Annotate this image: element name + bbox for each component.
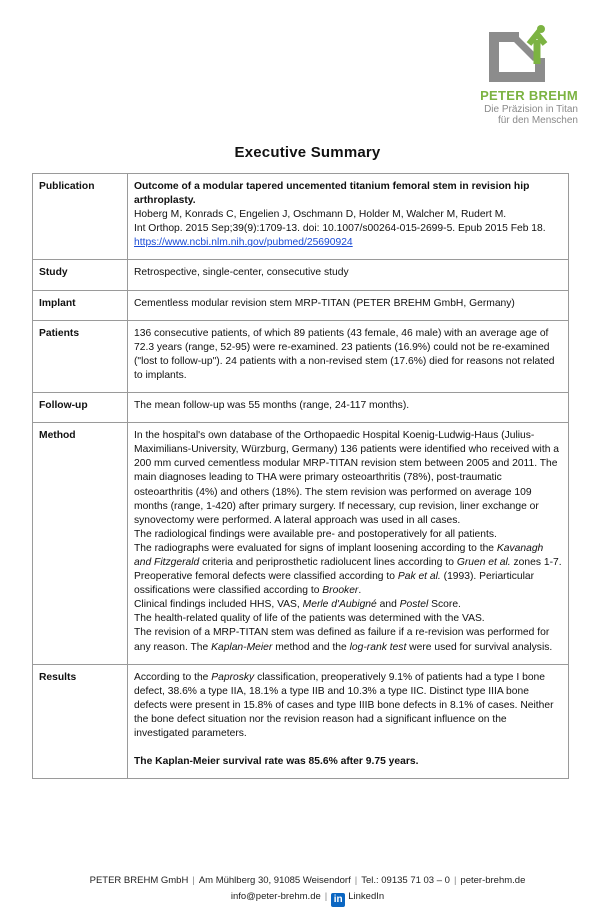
publication-link[interactable]: https://www.ncbi.nlm.nih.gov/pubmed/25690924 — [134, 237, 353, 249]
brehm-logo-icon — [485, 24, 561, 84]
row-label-patients: Patients — [33, 320, 128, 392]
study-text: Retrospective, single-center, consecutive study — [128, 260, 569, 290]
results-paragraph-1: According to the Paprosky classification, preoperatively 9.1% of patients had a type I bone defect, 38.6% a type IIA, 18.1% a type IIB and 10.3% a type IIC. Distinct type IIIA bone defects were present in 15.8% of cases and type IIIB bone defects in 8.1% of cases. Neither the bone defect situation nor the revision reason had a significant influence on the investigated parameters. — [134, 671, 554, 739]
linkedin-icon[interactable]: in — [331, 893, 345, 907]
table-row-publication — [33, 174, 569, 260]
footer-company: PETER BREHM GmbH — [89, 875, 189, 886]
method-paragraph-4: Clinical findings included HHS, VAS, Merle d'Aubigné and Postel Score. — [134, 599, 461, 611]
patients-text: 136 consecutive patients, of which 89 patients (43 female, 46 male) with an average age of 72.3 years (range, 52-95) were re-examined. 23 patients (16.9%) could not be re-examined ("lost to follow-up"). 24 patients with a non-revised stem (17.6%) died for reasons not related to implants. — [128, 320, 569, 392]
row-label-followup: Follow-up — [33, 393, 128, 423]
method-paragraph-5: The health-related quality of life of the patients was determined with the VAS. — [134, 613, 485, 625]
method-paragraph-3: The radiographs were evaluated for signs of implant loosening according to the Kavanagh and Fitzgerald criteria and periprosthetic radiolucent lines according to Gruen et al. zones 1-7. Preoperative femoral defects were classified according to Pak et al. (1993). Periarticular ossifications were classified according to Brooker. — [134, 542, 562, 597]
row-label-method: Method — [33, 423, 128, 665]
footer-line-1: PETER BREHM GmbH | Am Mühlberg 30, 91085 Weisendorf | Tel.: 09135 71 03 – 0 | peter-brehm.de — [89, 875, 526, 886]
row-label-publication: Publication — [33, 174, 128, 260]
followup-text: The mean follow-up was 55 months (range, 24-117 months). — [128, 393, 569, 423]
implant-text: Cementless modular revision stem MRP-TITAN (PETER BREHM GmbH, Germany) — [128, 290, 569, 320]
results-cell — [128, 664, 569, 779]
row-label-study: Study — [33, 260, 128, 290]
row-label-implant: Implant — [33, 290, 128, 320]
method-paragraph-1: In the hospital's own database of the Orthopaedic Hospital Koenig-Ludwig-Haus (Julius-Maximilians-University, Würzburg, Germany) 136 patients were identified who received with a 200 mm curved cementless modular MRP-TITAN revision stem between 2005 and 2011. The main diagnoses leading to THA were primary osteoarthritis (78%), post-traumatic osteoarthritis (4%) and others (18%). The stem revision was performed on average 109 months (range, 1-420) after primary surgery. If necessary, cup revision, liner exchange or synovectomy were performed. A lateral approach was used in all cases. — [134, 430, 560, 526]
publication-title: Outcome of a modular tapered uncemented titanium femoral stem in revision hip arthroplasty. — [134, 181, 530, 207]
method-cell — [128, 423, 569, 665]
publication-cell — [128, 174, 569, 260]
table-row-method — [33, 423, 569, 665]
table-row-study — [33, 260, 569, 290]
summary-table — [32, 173, 569, 779]
table-row-implant — [33, 290, 569, 320]
method-paragraph-6: The revision of a MRP-TITAN stem was defined as failure if a re-revision was performed for any reason. The Kaplan-Meier method and the log-rank test were used for survival analysis. — [134, 627, 553, 653]
footer-phone: Tel.: 09135 71 03 – 0 — [361, 875, 450, 886]
table-row-patients — [33, 320, 569, 392]
document-title: Executive Summary — [234, 144, 381, 161]
footer-address: Am Mühlberg 30, 91085 Weisendorf — [198, 875, 351, 886]
logo-tagline-1: Die Präzision in Titan — [484, 104, 578, 115]
company-logo — [465, 24, 585, 144]
logo-brand-name: PETER BREHM — [480, 88, 578, 103]
publication-authors: Hoberg M, Konrads C, Engelien J, Oschmann D, Holder M, Walcher M, Rudert M. — [134, 209, 507, 221]
footer-linkedin[interactable]: LinkedIn — [348, 891, 385, 902]
footer-email[interactable]: info@peter-brehm.de — [230, 891, 321, 902]
results-survival-rate: The Kaplan-Meier survival rate was 85.6% after 9.75 years. — [134, 756, 419, 768]
method-paragraph-2: The radiological findings were available pre- and postoperatively for all patients. — [134, 528, 497, 540]
row-label-results: Results — [33, 664, 128, 779]
table-row-results — [33, 664, 569, 779]
publication-citation: Int Orthop. 2015 Sep;39(9):1709-13. doi: 10.1007/s00264-015-2699-5. Epub 2015 Feb 18. — [134, 223, 546, 235]
logo-tagline-2: für den Menschen — [497, 115, 578, 126]
table-row-followup — [33, 393, 569, 423]
footer-website[interactable]: peter-brehm.de — [460, 875, 526, 886]
footer-line-2: info@peter-brehm.de | in LinkedIn — [230, 891, 385, 905]
